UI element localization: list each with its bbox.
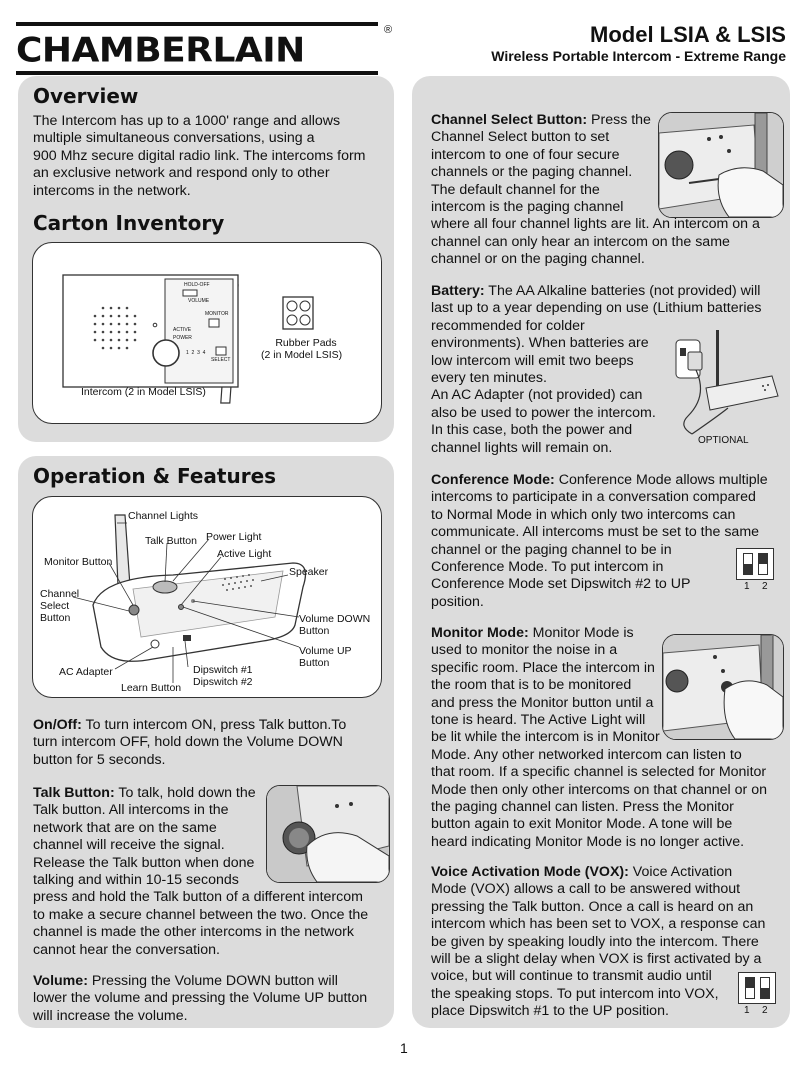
text-line: intercom is the paging channel	[431, 199, 624, 216]
text-line: will increase the volume.	[33, 1007, 188, 1024]
device-label-power: POWER	[173, 335, 192, 341]
callout-dipswitch-1: Dipswitch #1	[193, 664, 253, 676]
text-line: and press the Monitor button until a	[431, 694, 654, 711]
overview-text	[33, 113, 393, 200]
callout-volume-up	[299, 645, 352, 669]
dip-label-1: 1	[744, 1005, 750, 1016]
text-line: Mode then only other intercoms on that channel or on	[431, 781, 767, 798]
text-line: the room that is to be monitored	[431, 677, 632, 694]
text-line: to make a secure channel between the two. Once the	[33, 906, 369, 923]
battery-text	[431, 283, 781, 457]
brand-logo: CHAMBERLAIN	[16, 31, 305, 70]
talk-title: Talk Button:	[33, 785, 115, 801]
onoff-title: On/Off:	[33, 717, 82, 733]
carton-figure	[32, 242, 382, 424]
pads-label	[271, 337, 341, 349]
model-subtitle: Wireless Portable Intercom - Extreme Range	[491, 48, 786, 64]
text-line: channel will receive the signal.	[33, 837, 225, 854]
callout-line: Button	[299, 625, 330, 637]
callout-speaker: Speaker	[289, 566, 329, 578]
text-line: An AC Adapter (not provided) can	[431, 387, 643, 404]
text-line: intercoms to participate in a conversation compared	[431, 489, 756, 506]
text-line: intercom to one of four secure	[431, 146, 620, 163]
text-line: Release the Talk button when done	[33, 854, 255, 871]
logo-rule-bottom	[16, 71, 378, 75]
text-line: will be a slight delay when VOX is first activated by a	[431, 951, 762, 968]
callout-line: Select	[40, 600, 70, 612]
pads-label-line: Rubber Pads	[275, 337, 337, 349]
text-line: Pressing the Volume DOWN button will	[87, 973, 338, 989]
text-line: heard indicating Monitor Mode is no longer active.	[431, 833, 745, 850]
callout-active-light: Active Light	[217, 548, 272, 560]
text-line: recommended for colder	[431, 317, 585, 334]
text-line: lower the volume and pressing the Volume UP button	[33, 990, 368, 1007]
battery-title: Battery:	[431, 283, 485, 299]
text-line: Voice Activation	[628, 864, 733, 880]
pads-label-count: (2 in Model LSIS)	[261, 349, 343, 361]
text-line: used to monitor the noise in a	[431, 642, 618, 659]
text-line: every ten minutes.	[431, 370, 547, 387]
text-line: channel lights will remain on.	[431, 439, 613, 456]
overview-heading: Overview	[33, 84, 139, 108]
channel-select-text	[431, 112, 781, 269]
text-line: channels or the paging channel.	[431, 164, 633, 181]
optional-label: OPTIONAL	[698, 435, 749, 446]
text-line: channel or on the paging channel.	[431, 251, 645, 268]
model-title: Model LSIA & LSIS	[590, 22, 786, 47]
text-line: turn intercom OFF, hold down the Volume DOWN	[33, 734, 343, 751]
text-line: also be used to power the intercom.	[431, 404, 656, 421]
dip-label-1: 1	[744, 581, 750, 592]
text-line: The AA Alkaline batteries (not provided) will	[484, 283, 761, 299]
device-label-hold-off: HOLD-OFF	[184, 282, 210, 288]
device-label-volume: VOLUME	[188, 298, 210, 304]
text-line: communicate. All intercoms must be set to the same	[431, 524, 760, 541]
text-line: channel can only hear an intercom on the same	[431, 233, 730, 250]
conference-title: Conference Mode:	[431, 472, 555, 488]
text-line: where all four channel lights are lit. An intercom on a	[431, 216, 760, 233]
text-line: Conference Mode. To put intercom in	[431, 559, 664, 576]
callout-line: Button	[299, 657, 330, 669]
carton-heading: Carton Inventory	[33, 211, 225, 235]
text-line: be lit while the intercom is in Monitor	[431, 729, 660, 746]
text-line: Mode. Any other networked intercom can listen to	[431, 746, 742, 763]
text-line: voice, but will continue to transmit audio until	[431, 968, 712, 985]
callout-line: Volume DOWN	[299, 613, 371, 625]
text-line: To turn intercom ON, press Talk button.To	[81, 717, 347, 733]
callout-line: Button	[40, 612, 71, 624]
callout-power-light: Power Light	[206, 531, 262, 543]
text-line: Conference Mode allows multiple	[554, 472, 768, 488]
registered-mark: ®	[384, 24, 393, 36]
text-line: that room. If a specific channel is selected for Monitor	[431, 764, 767, 781]
text-line: intercoms in the network.	[33, 182, 191, 199]
text-line: last up to a year depending on use (Lithium batteries	[431, 300, 762, 317]
text-line: Channel Select button to set	[431, 129, 610, 146]
vox-title: Voice Activation Mode (VOX):	[431, 864, 629, 880]
text-line: tone is heard. The Active Light will	[431, 712, 646, 729]
onoff-text	[33, 717, 388, 769]
intercom-label: Intercom (2 in Model LSIS)	[81, 386, 206, 398]
device-label-nums: 1 2 3 4	[186, 350, 206, 356]
monitor-text	[431, 625, 781, 851]
text-line: the paging channel can listen. Press the Monitor	[431, 799, 734, 816]
operation-heading: Operation & Features	[33, 464, 277, 488]
text-line: In this case, both the power and	[431, 422, 633, 439]
text-line: channel is made the other intercoms in the network	[33, 924, 354, 941]
dip-label-2: 2	[762, 1005, 768, 1016]
text-line: The default channel for the	[431, 181, 600, 198]
callout-learn-button: Learn Button	[121, 682, 182, 694]
callout-monitor-button: Monitor Button	[44, 556, 113, 568]
callout-channel-select	[40, 588, 79, 624]
device-label-active: ACTIVE	[173, 327, 192, 333]
device-label-monitor: MONITOR	[205, 311, 229, 317]
text-line: multiple simultaneous conversations, using a	[33, 130, 315, 147]
text-line: Talk button. All intercoms in the	[33, 802, 229, 819]
device-label-select: SELECT	[211, 357, 231, 363]
text-line: Mode (VOX) allows a call to be answered without	[431, 881, 741, 898]
text-line: channel or the paging channel to be in	[431, 541, 672, 558]
volume-text	[33, 973, 388, 1025]
page-number: 1	[400, 1040, 408, 1056]
text-line: cannot hear the conversation.	[33, 941, 220, 958]
text-line: Conference Mode set Dipswitch #2 to UP	[431, 576, 691, 593]
text-line: environments). When batteries are	[431, 335, 649, 352]
text-line: Monitor Mode is	[528, 625, 634, 641]
text-line: low intercom will emit two beeps	[431, 352, 634, 369]
text-line: button for 5 seconds.	[33, 751, 166, 768]
text-line: talking and within 10-15 seconds	[33, 872, 239, 889]
features-figure	[32, 496, 382, 698]
channel-select-title: Channel Select Button:	[431, 112, 588, 128]
text-line: an exclusive network and respond only to other	[33, 165, 330, 182]
callout-dipswitch-2: Dipswitch #2	[193, 676, 253, 688]
text-line: to Normal Mode in which only two intercoms can	[431, 506, 736, 523]
conference-text	[431, 472, 781, 611]
text-line: position.	[431, 593, 484, 610]
dip-label-2: 2	[762, 581, 768, 592]
callout-volume-down	[299, 613, 370, 637]
text-line: specific room. Place the intercom in	[431, 659, 655, 676]
text-line: pressing the Talk button. Once a call is heard on an	[431, 898, 754, 915]
text-line: press and hold the Talk button of a different intercom	[33, 889, 363, 906]
text-line: button again to exit Monitor Mode. A tone will be	[431, 816, 733, 833]
text-line: intercom which has been set to VOX, a response can	[431, 916, 766, 933]
callout-ac-adapter: AC Adapter	[59, 666, 113, 678]
text-line: network that are on the same	[33, 819, 217, 836]
callout-line: Channel	[40, 588, 80, 600]
text-line: Press the	[587, 112, 651, 128]
callout-line: Volume UP	[299, 645, 352, 657]
text-line: The Intercom has up to a 1000' range and allows	[33, 113, 341, 129]
text-line: place Dipswitch #1 to the UP position.	[431, 1003, 669, 1020]
callout-talk-button: Talk Button	[145, 535, 197, 547]
callout-channel-lights: Channel Lights	[128, 510, 199, 522]
vox-text	[431, 864, 781, 1021]
text-line: be given by speaking loudly into the intercom. There	[431, 933, 759, 950]
volume-title: Volume:	[33, 973, 88, 989]
talk-text	[33, 785, 388, 959]
text-line: To talk, hold down the	[114, 785, 256, 801]
logo-rule-top	[16, 22, 378, 26]
text-line: the speaking stops. To put intercom into VOX,	[431, 985, 719, 1002]
text-line: 900 Mhz secure digital radio link. The intercoms form	[33, 147, 366, 164]
monitor-title: Monitor Mode:	[431, 625, 529, 641]
